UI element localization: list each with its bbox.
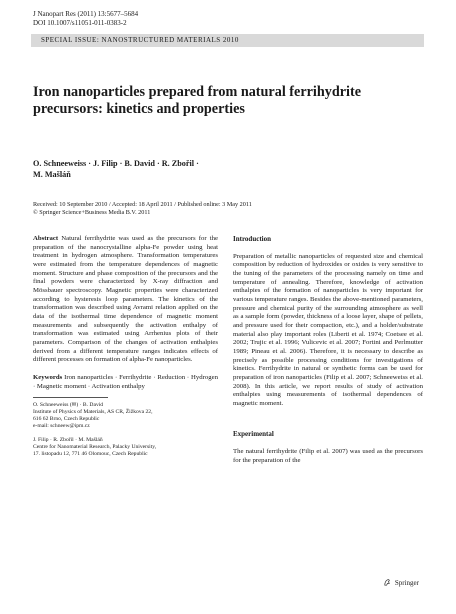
affil2-address: 17. listopadu 12, 771 46 Olomouc, Czech Republic — [33, 450, 148, 457]
doi-line: DOI 10.1007/s11051-011-0383-2 — [33, 19, 127, 27]
left-column — [33, 235, 218, 458]
keywords-text: Iron nanoparticles · Ferrihydrite · Reduction · Hydrogen · Magnetic moment · Activation enthalpy — [33, 373, 219, 390]
affil2-institute: Centre for Nanomaterial Research, Palacky University, — [33, 443, 157, 450]
dates-line: Received: 10 September 2010 / Accepted: 18 April 2011 / Published online: 3 May 2011 — [33, 201, 252, 208]
abstract-block — [33, 235, 218, 365]
abstract-text: Natural ferrihydrite was used as the precursors for the preparation of the nanocrystalline alpha-Fe powder using heat treatment in hydrogen atmosphere. Transformation temperatures were estimated from the temperature dependences of magnetic moment. Structure and phase composition of the precursors and the final powders were characterized by X-ray diffraction and Mössbauer spectroscopy. Magnetic properties were characterized according to hysteresis loop parameters. The kinetics of the transformation was described using Avrami relation applied on the data of the isothermal time dependence of magnetic moment measurements and subsequently the activation enthalpy of transformation was estimated using Arrhenius plots of their parameters. Comparison of the changes of activation enthalpies derived from a different temperature ranges indicates effects of different processes on formation of alpha-Fe nanoparticles. — [33, 235, 218, 364]
copyright-line: © Springer Science+Business Media B.V. 2011 — [33, 209, 151, 216]
special-issue-banner: SPECIAL ISSUE: NANOSTRUCTURED MATERIALS 2010 — [31, 34, 424, 47]
journal-line-1: J Nanopart Res (2011) 13:5677–5684 — [33, 10, 139, 18]
introduction-text: Preparation of metallic nanoparticles of requested size and chemical composition by reduction of hydroxides or oxides is very sensitive to the tuning of the parameters of the processing namely on time and temperature of annealing. Therefore, knowledge of activation enthalpies of the formation of nanoparticles is very important for various temperature ranges. Besides the above-mentioned parameters, pressure and chemical purity of the surrounding atmosphere as well as a sample form (powder, thickness of a loose layer, shape of pellets, and pressure used for their compaction, etc.), and a holder/substrate material also play important roles (Liberti et al. 1974; Coetsee et al. 2002; Trujic et al. 1996; Vulicevic et al. 2007; Fortini and Perlmutter 1989; Pineau et al. 2006). Therefore, it is necessary to describe as precisely as possible processing conditions for investigations of kinetics. Ferrihydrite in natural or synthetic forms can be used for preparation of iron nanoparticles (Filip et al. 2007; Schneeweiss et al. 2008). In this article, we report results of study of activation enthalpies using measurements of isothermal dependences of magnetic moment. — [233, 252, 423, 407]
abstract-label: Abstract — [33, 235, 59, 242]
author-list — [33, 158, 413, 180]
publisher-name: Springer — [394, 578, 419, 587]
affil1-institute: Institute of Physics of Materials, AS CR, Žižkova 22, — [33, 409, 153, 416]
introduction-heading: Introduction — [233, 235, 271, 243]
publisher-mark — [383, 578, 419, 587]
article-title: Iron nanoparticles prepared from natural ferrihydrite precursors: kinetics and properties — [33, 84, 361, 117]
keywords-label: Keywords — [33, 373, 63, 381]
journal-citation — [33, 10, 138, 28]
authors-line-1: O. Schneeweiss · J. Filip · B. David · R. Zbořil · — [33, 159, 199, 168]
affil1-city: 616 62 Brno, Czech Republic — [33, 416, 100, 423]
springer-horse-icon — [383, 578, 392, 587]
right-column — [233, 235, 423, 465]
experimental-heading: Experimental — [233, 430, 274, 439]
affil2-authors: J. Filip · R. Zbořil · M. Mašláň — [33, 436, 103, 443]
experimental-text: The natural ferrihydrite (Filip et al. 2007) was used as the precursors for the preparation of the — [233, 448, 423, 464]
publication-dates — [33, 201, 423, 217]
affil1-authors: O. Schneeweiss (✉) · B. David — [33, 402, 104, 409]
affil1-email: e-mail: schneew@ipm.cz — [33, 423, 90, 430]
affiliation-1 — [33, 402, 218, 430]
keywords-block — [33, 374, 218, 391]
authors-line-2: M. Mašláň — [33, 170, 71, 179]
affiliation-2 — [33, 437, 218, 458]
